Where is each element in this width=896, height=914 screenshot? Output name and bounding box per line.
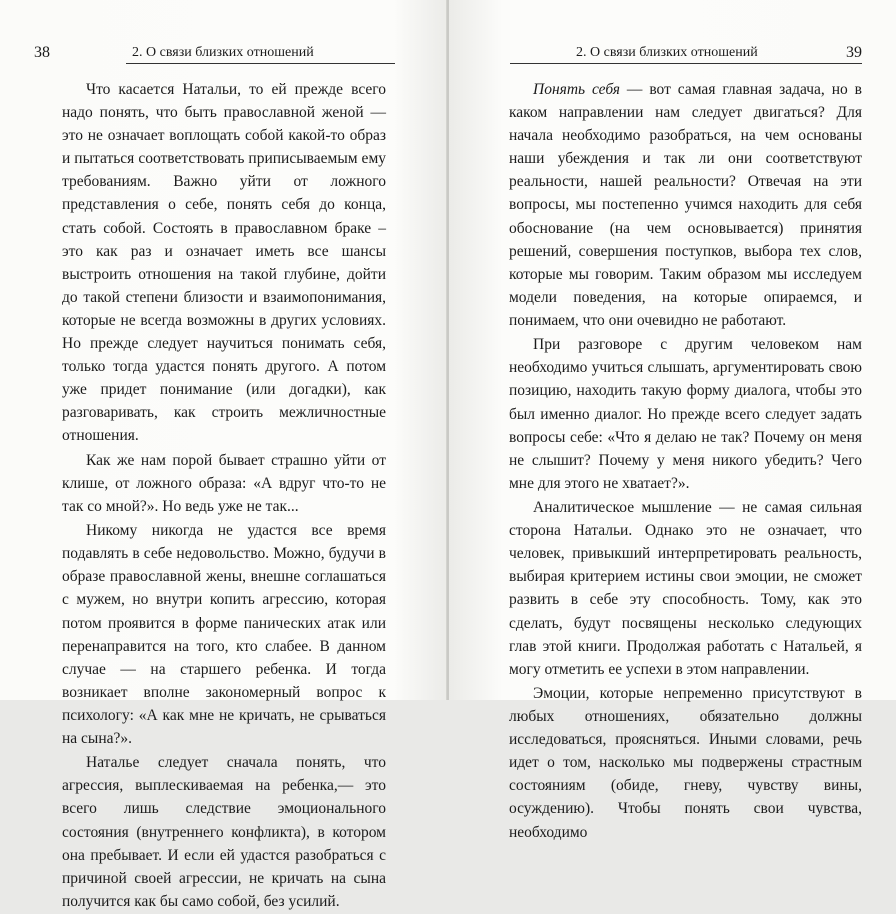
italic-lead: Понять себя: [533, 81, 620, 98]
paragraph: [509, 78, 862, 332]
left-page: [0, 0, 447, 910]
paragraph: Аналитическое мышление — не самая сильная сторона Натальи. Однако это не означает, что человек, привыкший интерпретировать реальность, выбирая критерием истины свои эмоции, не сможет развить в себе эту способность. Тому, как это сделать, будут посвящены несколько следующих глав этой книги. Продолжая работать с Натальей, я могу отметить ее успехи в этом направлении.: [509, 499, 862, 678]
right-body-text: [509, 78, 862, 845]
left-page-number: 38: [34, 44, 50, 61]
right-running-head: 2. О связи близких отношений: [576, 45, 758, 60]
right-header-rule: [510, 63, 862, 64]
paragraph: Что касается Натальи, то ей прежде всего надо понять, что быть православной женой — это не означает воплощать собой какой-то образ и пытаться соответствовать приписываемым ему требованиям. Важно уйти от ложного представления о себе, понять себя до конца, стать собой. Состоять в православном браке – это как раз и означает иметь все шансы выстроить отношения на такой глубине, дойти до такой степени близости и взаимопонимания, которые не всегда возможны в других условиях. Но прежде следует научиться понимать себя, только тогда удастся понять другого. А потом уже придет понимание (или догадки), как разговаривать, как строить межличностные отношения.: [62, 81, 386, 445]
paragraph-rest: — вот самая главная задача, но в каком направлении нам следует двигаться? Для начала необходимо разобраться, на чем основаны наши убеждения и так ли они соответствуют реальности, нашей реальности? Отвечая на эти вопросы, мы постепенно учимся находить для себя обоснование (на чем основывается) принятия решений, совершения поступков, выбора тех слов, которые мы говорим. Таким образом мы исследуем модели поведения, на которые опираемся, и понимаем, что они очевидно не работают.: [509, 81, 862, 329]
left-running-head: 2. О связи близких отношений: [132, 45, 314, 60]
paragraph: При разговоре с другим человеком нам необходимо учиться слышать, аргументировать свою позицию, находить такую форму диалога, чтобы это был именно диалог. Но прежде всего следует задать вопросы себе: «Что я делаю не так? Почему он меня не слышит? Почему у меня никого убедить? Чего мне для этого не хватает?».: [509, 336, 862, 492]
paragraph: Как же нам порой бывает страшно уйти от клише, от ложного образа: «А вдруг что-то не так со мной?». Но ведь уже не так...: [62, 451, 386, 515]
right-page: [449, 0, 896, 841]
paragraph: Наталье следует сначала понять, что агрессия, выплескиваемая на ребенка,— это всего лишь следствие эмоционального состояния (внутреннего конфликта), в котором она пребывает. И если ей удастся разобраться с причиной своей агрессии, не кричать на сына получится как бы само собой, без усилий.: [62, 754, 386, 910]
left-header-rule: [126, 63, 395, 64]
right-running-header: [510, 44, 862, 64]
left-running-header: [34, 44, 395, 64]
left-body-text: [62, 78, 386, 914]
right-page-number: 39: [846, 44, 862, 61]
paragraph: Эмоции, которые непременно присутствуют в любых отношениях, обязательно должны исследоваться, проясняться. Иными словами, речь идет о том, насколько мы подвержены страстным состояниям (обиде, гневу, чувству вины, осуждению). Чтобы понять свои чувства, необходимо: [509, 685, 862, 841]
paragraph: Никому никогда не удастся все время подавлять в себе недовольство. Можно, будучи в образе православной жены, внешне соглашаться с мужем, но внутри копить агрессию, которая потом проявится в форме панических атак или перенаправится на того, кто слабее. В данном случае — на старшего ребенка. И тогда возникает вполне закономерный вопрос к психологу: «А как мне не кричать, не срываться на сына?».: [62, 522, 386, 747]
